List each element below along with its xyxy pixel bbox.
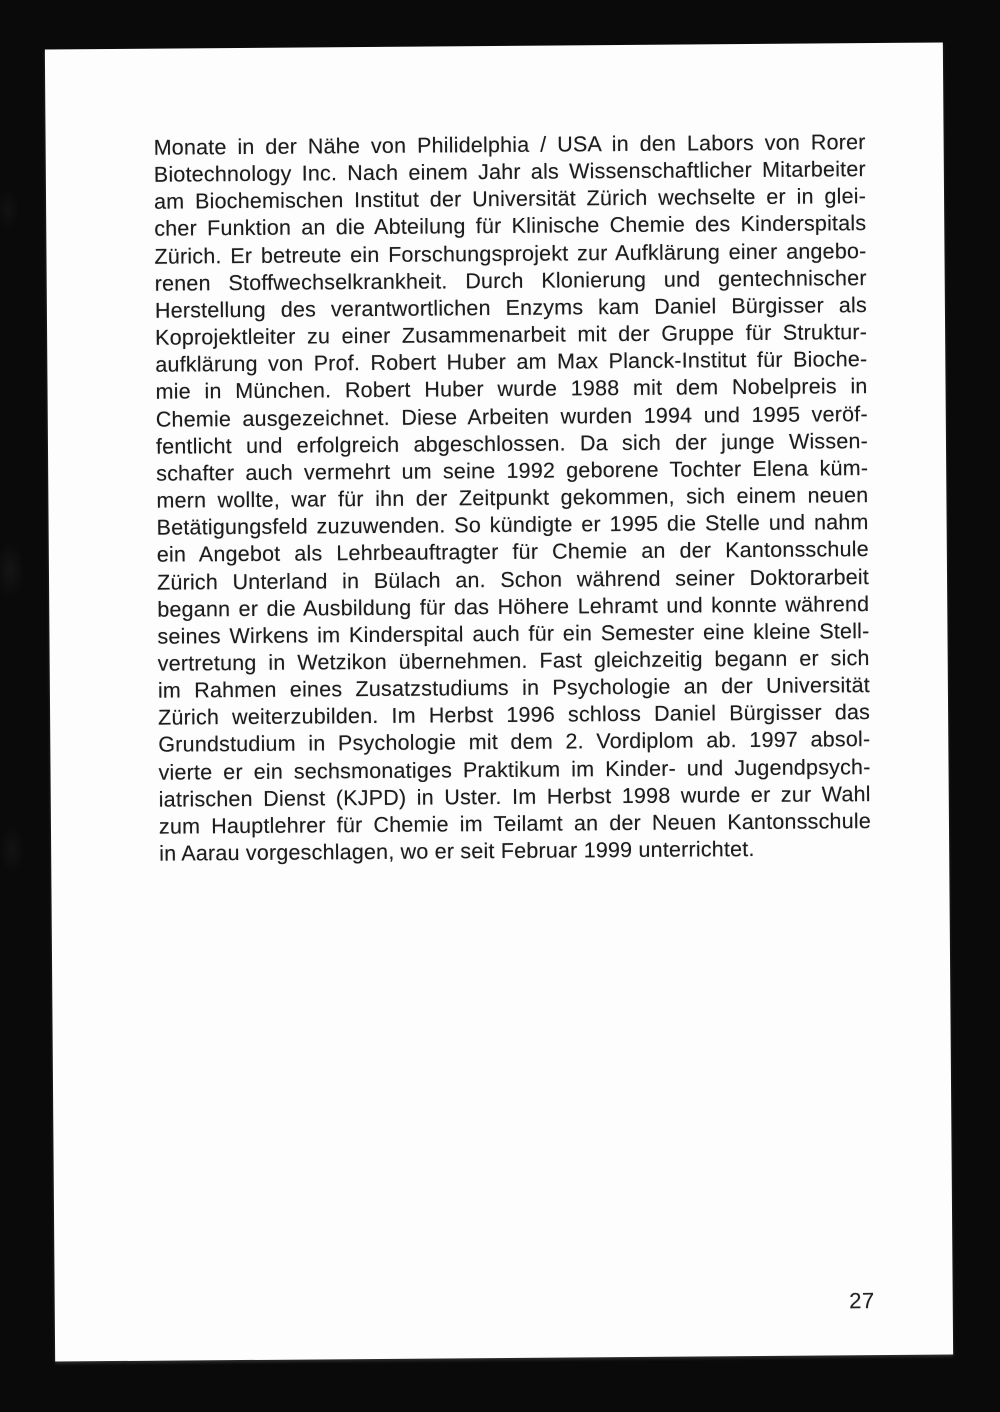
text-line: schafter auch vermehrt um seine 1992 geborene Tochter Elena küm- bbox=[156, 455, 869, 486]
text-line: fentlicht und erfolgreich abgeschlossen. Da sich der junge Wissen- bbox=[155, 428, 869, 459]
text-line: cher Funktion an die Abteilung für Klinische Chemie des Kinderspitals bbox=[154, 211, 867, 242]
text-line: im Rahmen eines Zusatzstudiums in Psychologie an der Universität bbox=[157, 673, 870, 703]
text-line: renen Stoffwechselkrankheit. Durch Klonierung und gentechnischer bbox=[154, 265, 867, 296]
text-line: Koprojektleiter zu einer Zusammenarbeit mit der Gruppe für Struktur- bbox=[155, 320, 868, 350]
text-line: seines Wirkens im Kinderspital auch für ein Semester eine kleine Stell- bbox=[157, 618, 870, 649]
body-text bbox=[154, 129, 872, 868]
text-line: Grundstudium in Psychologie mit dem 2. Vordiplom ab. 1997 absol- bbox=[158, 727, 871, 758]
text-line: vierte er ein sechsmonatiges Praktikum im Kinder- und Jugendpsych- bbox=[158, 754, 871, 785]
text-line: begann er die Ausbildung für das Höhere Lehramt und konnte während bbox=[157, 591, 870, 622]
text-line: Betätigungsfeld zuzuwenden. So kündigte er 1995 die Stelle und nahm bbox=[156, 510, 869, 540]
text-line: iatrischen Dienst (KJPD) in Uster. Im Herbst 1998 wurde er zur Wahl bbox=[158, 781, 871, 812]
text-line: aufklärung von Prof. Robert Huber am Max Planck-Institut für Bioche- bbox=[155, 347, 868, 377]
text-line: in Aarau vorgeschlagen, wo er seit Februar 1999 unterrichtet. bbox=[159, 837, 755, 866]
text-line: Herstellung des verantwortlichen Enzyms kam Daniel Bürgisser als bbox=[154, 293, 867, 323]
text-line: zum Hauptlehrer für Chemie im Teilamt an der Neuen Kantonsschule bbox=[158, 808, 872, 839]
text-line: mern wollte, war für ihn der Zeitpunkt gekommen, sich einem neuen bbox=[156, 483, 869, 513]
text-line: mie in München. Robert Huber wurde 1988 mit dem Nobelpreis in bbox=[155, 374, 868, 405]
text-line: Zürich Unterland in Bülach an. Schon während seiner Doktorarbeit bbox=[156, 564, 870, 595]
book-page bbox=[45, 42, 953, 1361]
text-line: vertretung in Wetzikon übernehmen. Fast gleichzeitig begann er sich bbox=[157, 646, 870, 676]
text-line: ein Angebot als Lehrbeauftragter für Chemie an der Kantonsschule bbox=[156, 537, 869, 568]
text-line: Zürich weiterzubilden. Im Herbst 1996 schloss Daniel Bürgisser das bbox=[158, 700, 871, 730]
text-line: Chemie ausgezeichnet. Diese Arbeiten wurden 1994 und 1995 veröf- bbox=[155, 401, 868, 432]
text-line: Biotechnology Inc. Nach einem Jahr als Wissenschaftlicher Mitarbeiter bbox=[153, 157, 866, 187]
page-number: 27 bbox=[849, 1288, 875, 1314]
text-line: Monate in der Nähe von Philidelphia / USA in den Labors von Rorer bbox=[153, 130, 866, 160]
text-line: Zürich. Er betreute ein Forschungsprojekt zur Aufklärung einer angebo- bbox=[154, 238, 867, 269]
text-line: am Biochemischen Institut der Universität Zürich wechselte er in glei- bbox=[153, 184, 867, 215]
